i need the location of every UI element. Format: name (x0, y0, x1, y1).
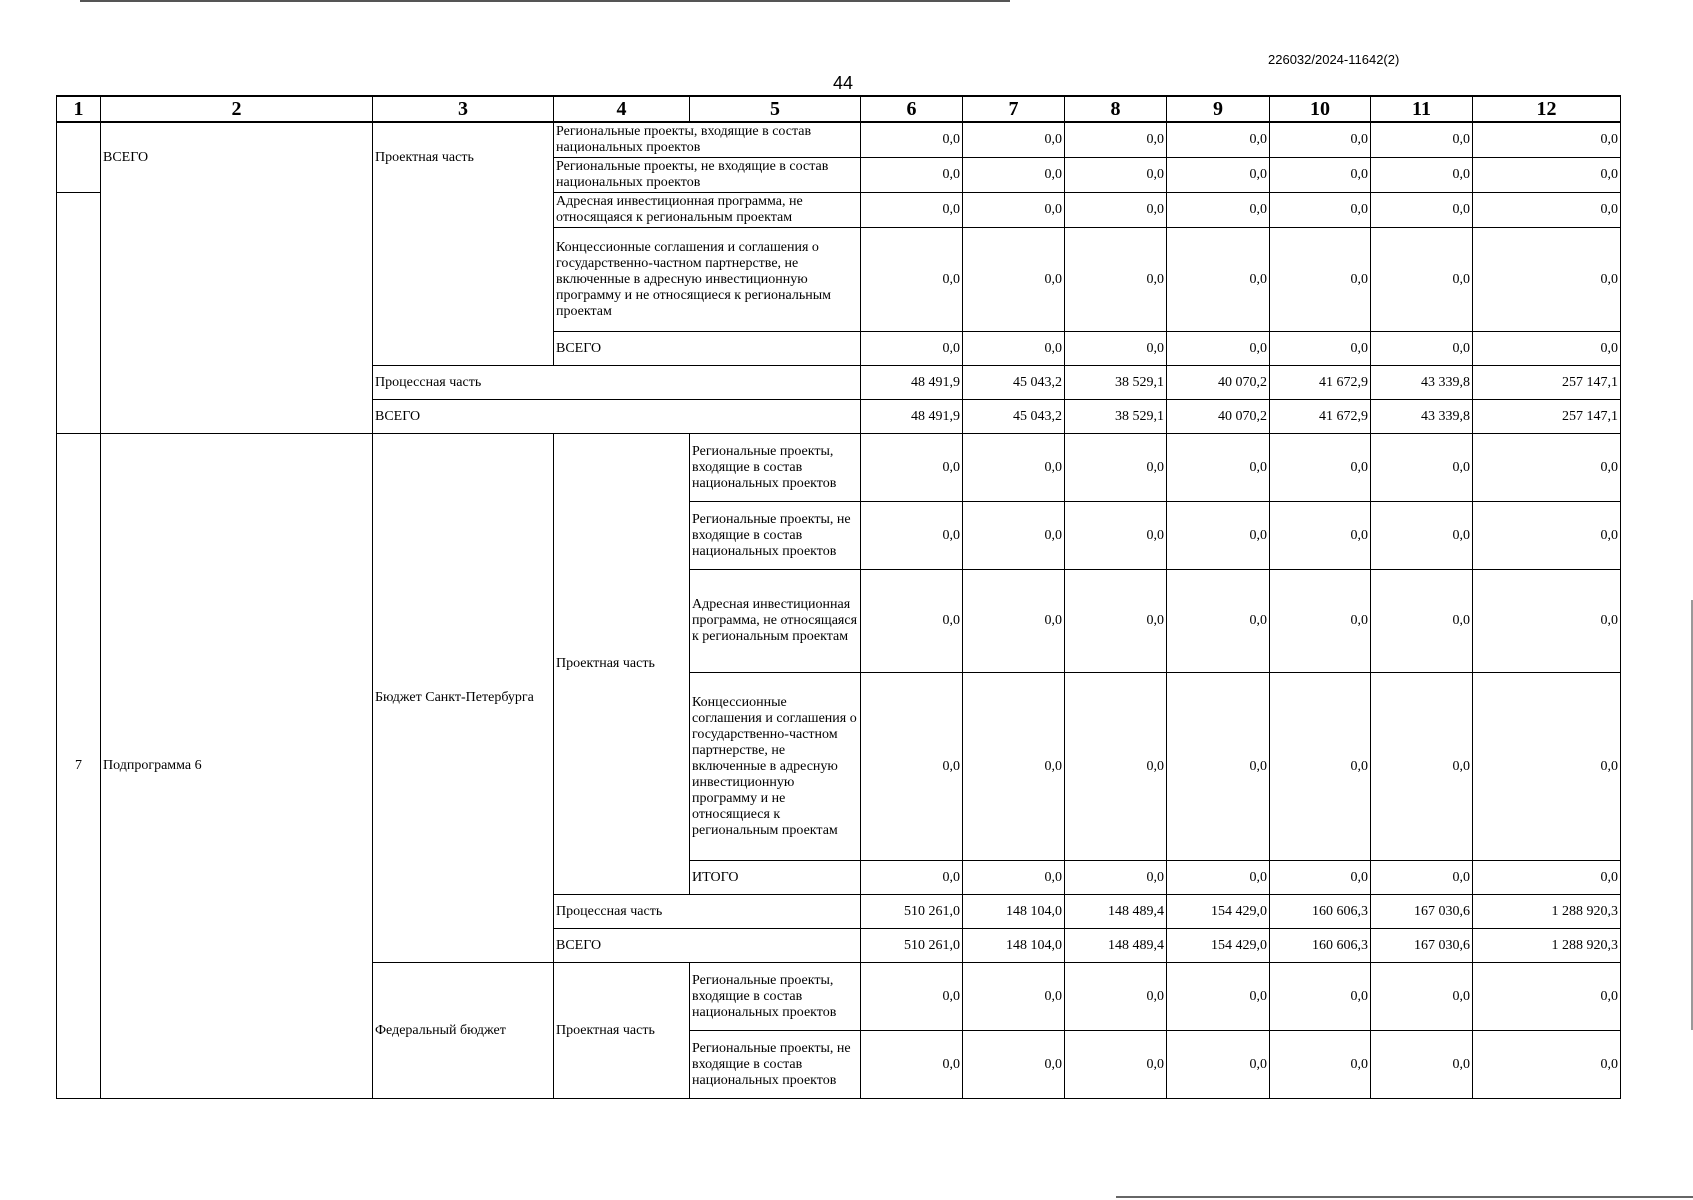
scan-bottom-line (1116, 1196, 1693, 1198)
row-number-cell (57, 122, 101, 193)
value-cell: 0,0 (963, 332, 1065, 366)
value-cell: 0,0 (1371, 122, 1473, 158)
value-cell: 0,0 (1167, 434, 1270, 502)
value-cell: 0,0 (963, 502, 1065, 570)
col-header: 10 (1270, 96, 1371, 122)
table-row (57, 434, 1621, 502)
part-proektnaya: Проектная часть (554, 963, 690, 1099)
value-cell: 148 489,4 (1065, 895, 1167, 929)
value-cell: 0,0 (1065, 122, 1167, 158)
value-cell: 0,0 (1167, 502, 1270, 570)
value-cell: 0,0 (1371, 158, 1473, 193)
value-cell: 0,0 (1167, 963, 1270, 1031)
value-cell: 0,0 (963, 228, 1065, 332)
value-cell: 0,0 (1167, 861, 1270, 895)
value-cell: 0,0 (1270, 193, 1371, 228)
value-cell: 154 429,0 (1167, 929, 1270, 963)
value-cell: 0,0 (1065, 502, 1167, 570)
value-cell: 0,0 (1371, 673, 1473, 861)
value-cell: 0,0 (1473, 122, 1621, 158)
total-vsego: ВСЕГО (373, 400, 861, 434)
part-processnaya: Процессная часть (373, 366, 861, 400)
value-cell: 0,0 (1270, 228, 1371, 332)
value-cell: 0,0 (861, 122, 963, 158)
value-cell: 0,0 (1065, 963, 1167, 1031)
scan-top-line (80, 0, 1010, 2)
value-cell: 48 491,9 (861, 400, 963, 434)
value-cell: 0,0 (1473, 228, 1621, 332)
item-rp-in: Региональные проекты, входящие в состав национальных проектов (554, 122, 861, 158)
value-cell: 0,0 (1270, 122, 1371, 158)
value-cell: 45 043,2 (963, 400, 1065, 434)
value-cell: 160 606,3 (1270, 929, 1371, 963)
value-cell: 0,0 (1167, 1031, 1270, 1099)
page-number: 44 (833, 73, 854, 93)
value-cell: 0,0 (1371, 570, 1473, 673)
value-cell: 148 104,0 (963, 895, 1065, 929)
value-cell: 0,0 (1371, 861, 1473, 895)
value-cell: 0,0 (963, 193, 1065, 228)
value-cell: 0,0 (861, 434, 963, 502)
item-rp-in: Региональные проекты, входящие в состав национальных проектов (690, 434, 861, 502)
value-cell: 0,0 (1371, 193, 1473, 228)
value-cell: 0,0 (1473, 673, 1621, 861)
value-cell: 510 261,0 (861, 895, 963, 929)
value-cell: 0,0 (1270, 332, 1371, 366)
value-cell: 510 261,0 (861, 929, 963, 963)
value-cell: 0,0 (1167, 122, 1270, 158)
value-cell: 0,0 (963, 861, 1065, 895)
value-cell: 0,0 (1270, 861, 1371, 895)
value-cell: 257 147,1 (1473, 400, 1621, 434)
value-cell: 41 672,9 (1270, 366, 1371, 400)
budget-fed: Федеральный бюджет (373, 963, 554, 1099)
value-cell: 0,0 (861, 570, 963, 673)
col-header: 4 (554, 96, 690, 122)
value-cell: 0,0 (1167, 673, 1270, 861)
value-cell: 0,0 (1167, 332, 1270, 366)
value-cell: 0,0 (1473, 963, 1621, 1031)
item-aip: Адресная инвестиционная программа, не относящаяся к региональным проектам (554, 193, 861, 228)
part-processnaya: Процессная часть (554, 895, 861, 929)
value-cell: 0,0 (1473, 570, 1621, 673)
registration-number: 226032/2024-11642(2) (1268, 52, 1400, 67)
value-cell: 41 672,9 (1270, 400, 1371, 434)
value-cell: 0,0 (963, 673, 1065, 861)
value-cell: 0,0 (1371, 502, 1473, 570)
budget-spb: Бюджет Санкт-Петербурга (373, 434, 554, 963)
value-cell: 0,0 (1473, 1031, 1621, 1099)
section-name-vsego: ВСЕГО (101, 122, 373, 434)
value-cell: 0,0 (1065, 673, 1167, 861)
part-proektnaya: Проектная часть (554, 434, 690, 895)
value-cell: 0,0 (1371, 963, 1473, 1031)
value-cell: 0,0 (1270, 1031, 1371, 1099)
value-cell: 0,0 (1270, 158, 1371, 193)
value-cell: 0,0 (1270, 963, 1371, 1031)
value-cell: 154 429,0 (1167, 895, 1270, 929)
value-cell: 0,0 (861, 1031, 963, 1099)
value-cell: 167 030,6 (1371, 929, 1473, 963)
value-cell: 0,0 (861, 861, 963, 895)
value-cell: 257 147,1 (1473, 366, 1621, 400)
part-proektnaya: Проектная часть (373, 122, 554, 366)
value-cell: 43 339,8 (1371, 400, 1473, 434)
value-cell: 40 070,2 (1167, 366, 1270, 400)
value-cell: 0,0 (1065, 193, 1167, 228)
item-aip: Адресная инвестиционная программа, не относящаяся к региональным проектам (690, 570, 861, 673)
value-cell: 1 288 920,3 (1473, 929, 1621, 963)
value-cell: 45 043,2 (963, 366, 1065, 400)
value-cell: 148 489,4 (1065, 929, 1167, 963)
item-rp-in: Региональные проекты, входящие в состав национальных проектов (690, 963, 861, 1031)
col-header: 3 (373, 96, 554, 122)
value-cell: 0,0 (1371, 228, 1473, 332)
value-cell: 0,0 (1473, 332, 1621, 366)
value-cell: 0,0 (1270, 673, 1371, 861)
value-cell: 0,0 (1065, 332, 1167, 366)
value-cell: 0,0 (1270, 434, 1371, 502)
value-cell: 0,0 (1065, 434, 1167, 502)
value-cell: 0,0 (861, 332, 963, 366)
value-cell: 1 288 920,3 (1473, 895, 1621, 929)
value-cell: 0,0 (861, 158, 963, 193)
item-rp-out: Региональные проекты, не входящие в состав национальных проектов (690, 1031, 861, 1099)
value-cell: 167 030,6 (1371, 895, 1473, 929)
value-cell: 0,0 (1065, 1031, 1167, 1099)
value-cell: 0,0 (1473, 861, 1621, 895)
col-header: 2 (101, 96, 373, 122)
value-cell: 0,0 (1270, 570, 1371, 673)
value-cell: 0,0 (963, 1031, 1065, 1099)
header-row (57, 96, 1621, 122)
value-cell: 0,0 (1167, 228, 1270, 332)
value-cell: 0,0 (1473, 193, 1621, 228)
col-header: 5 (690, 96, 861, 122)
col-header: 9 (1167, 96, 1270, 122)
col-header: 12 (1473, 96, 1621, 122)
value-cell: 148 104,0 (963, 929, 1065, 963)
value-cell: 0,0 (1167, 570, 1270, 673)
row-number-cell (57, 193, 101, 434)
item-conc: Концессионные соглашения и соглашения о государственно-частном партнерстве, не включенные в адресную инвестиционную программу и не относящиеся к региональным проектам (690, 673, 861, 861)
value-cell: 38 529,1 (1065, 366, 1167, 400)
value-cell: 0,0 (861, 963, 963, 1031)
col-header: 11 (1371, 96, 1473, 122)
value-cell: 0,0 (1371, 434, 1473, 502)
col-header: 8 (1065, 96, 1167, 122)
row-number: 7 (57, 434, 101, 1099)
subprogram-name: Подпрограмма 6 (101, 434, 373, 1099)
value-cell: 160 606,3 (1270, 895, 1371, 929)
value-cell: 0,0 (861, 193, 963, 228)
value-cell: 0,0 (1167, 158, 1270, 193)
item-conc: Концессионные соглашения и соглашения о государственно-частном партнерстве, не включенные в адресную инвестиционную программу и не относящиеся к региональным проектам (554, 228, 861, 332)
value-cell: 0,0 (861, 673, 963, 861)
value-cell: 0,0 (963, 963, 1065, 1031)
value-cell: 0,0 (1065, 158, 1167, 193)
value-cell: 38 529,1 (1065, 400, 1167, 434)
total-vsego: ВСЕГО (554, 929, 861, 963)
value-cell: 0,0 (1167, 193, 1270, 228)
value-cell: 48 491,9 (861, 366, 963, 400)
value-cell: 43 339,8 (1371, 366, 1473, 400)
col-header: 7 (963, 96, 1065, 122)
item-itogo: ИТОГО (690, 861, 861, 895)
item-vsego: ВСЕГО (554, 332, 861, 366)
value-cell: 0,0 (1270, 502, 1371, 570)
value-cell: 0,0 (963, 122, 1065, 158)
item-rp-out: Региональные проекты, не входящие в состав национальных проектов (554, 158, 861, 193)
item-rp-out: Региональные проекты, не входящие в состав национальных проектов (690, 502, 861, 570)
value-cell: 0,0 (861, 502, 963, 570)
value-cell: 0,0 (963, 434, 1065, 502)
value-cell: 0,0 (963, 570, 1065, 673)
value-cell: 0,0 (1371, 332, 1473, 366)
value-cell: 0,0 (1371, 1031, 1473, 1099)
value-cell: 0,0 (861, 228, 963, 332)
value-cell: 0,0 (1473, 502, 1621, 570)
budget-table (56, 95, 1621, 1099)
value-cell: 40 070,2 (1167, 400, 1270, 434)
col-header: 1 (57, 96, 101, 122)
value-cell: 0,0 (1065, 228, 1167, 332)
value-cell: 0,0 (1065, 570, 1167, 673)
value-cell: 0,0 (1065, 861, 1167, 895)
value-cell: 0,0 (963, 158, 1065, 193)
table-row (57, 122, 1621, 158)
value-cell: 0,0 (1473, 434, 1621, 502)
value-cell: 0,0 (1473, 158, 1621, 193)
col-header: 6 (861, 96, 963, 122)
